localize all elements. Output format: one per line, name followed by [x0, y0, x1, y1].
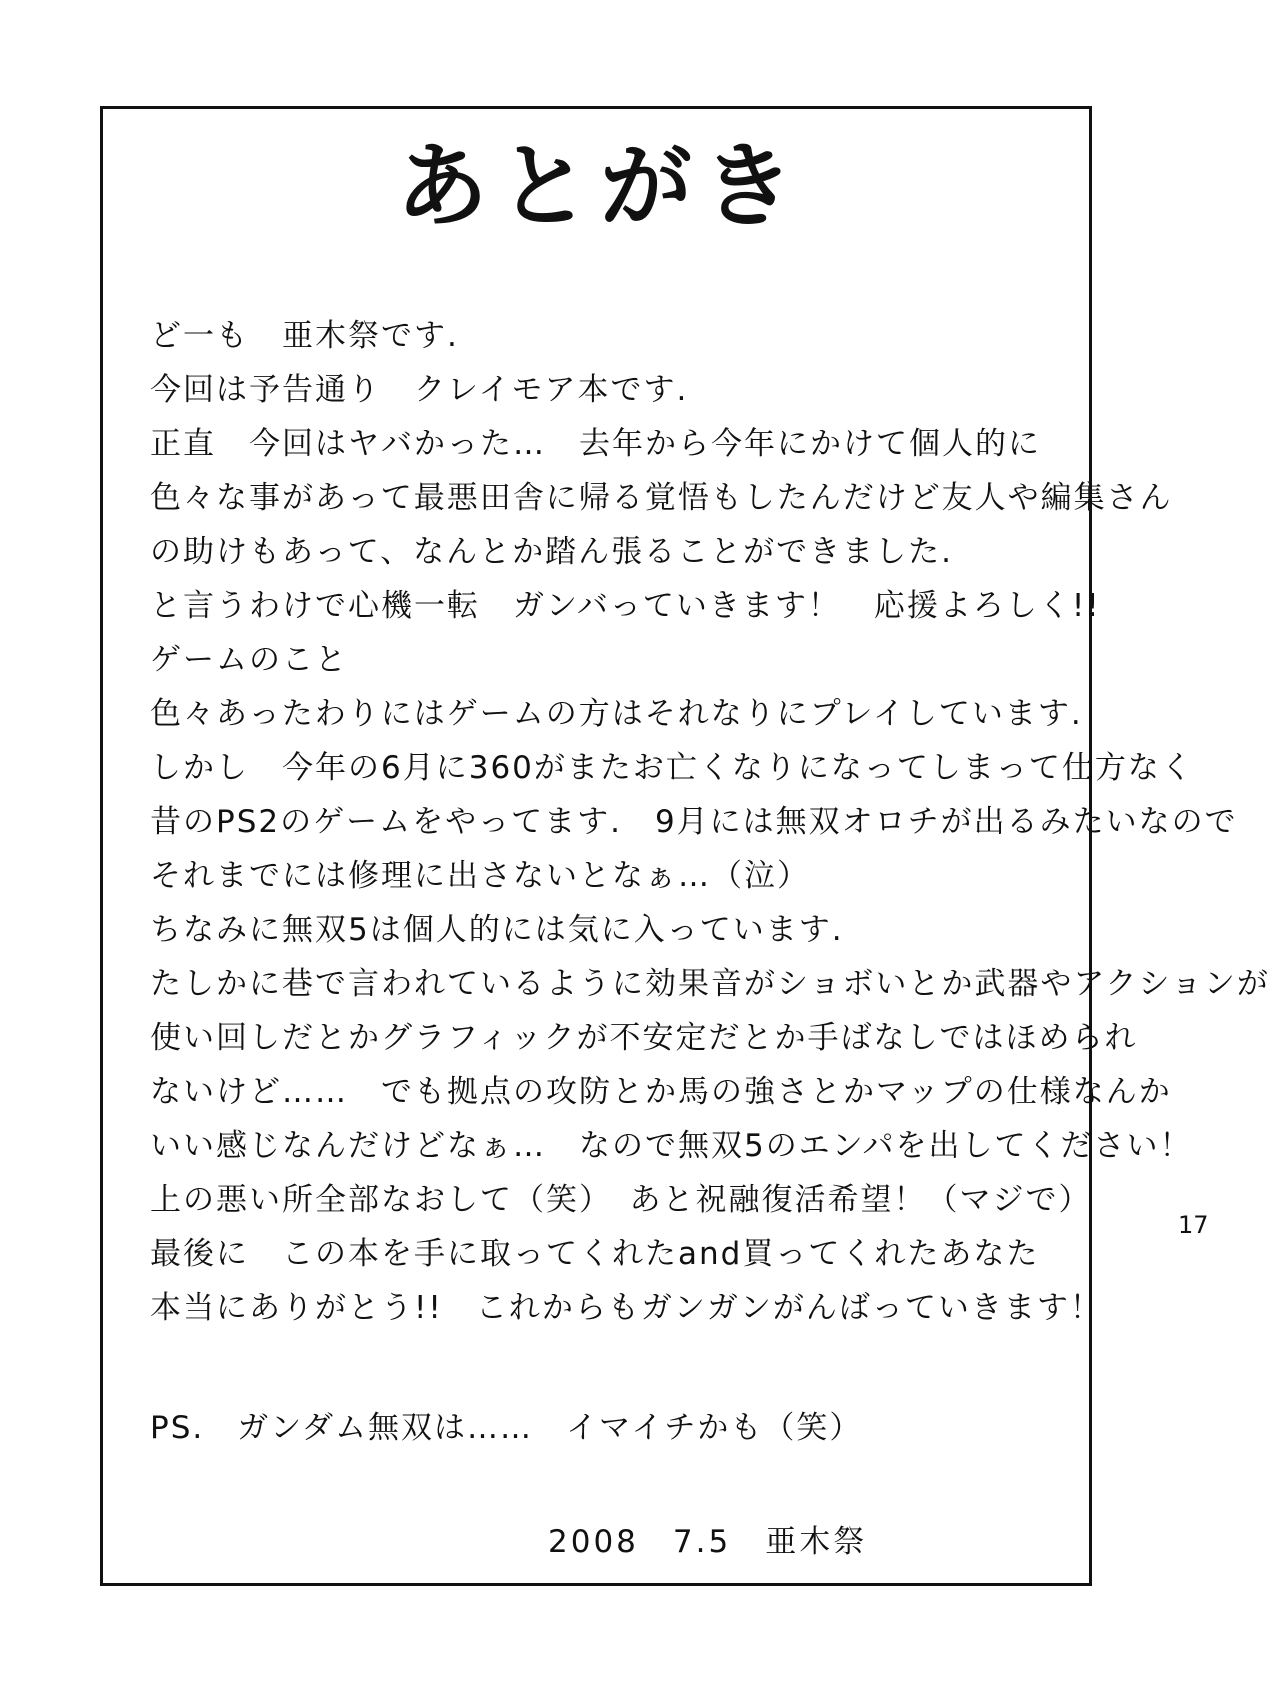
text-line-15: ないけど…… でも拠点の攻防とか馬の強さとかマップの仕様なんか: [150, 1074, 1172, 1110]
text-line-14: 使い回しだとかグラフィックが不安定だとか手ばなしではほめられ: [150, 1020, 1138, 1056]
text-line-12: ちなみに無双5は個人的には気に入っています.: [150, 912, 844, 948]
text-line-6: と言うわけで心機一転 ガンバっていきます！ 応援よろしく!!: [150, 588, 1101, 624]
postscript-line: PS. ガンダム無双は…… イマイチかも（笑）: [150, 1410, 863, 1446]
text-line-19: 本当にありがとう!! これからもガンガンがんばっていきます！: [150, 1290, 1103, 1326]
text-line-2: 今回は予告通り クレイモア本です.: [150, 372, 689, 408]
text-line-18: 最後に この本を手に取ってくれたand買ってくれたあなた: [150, 1236, 1040, 1272]
text-line-9: しかし 今年の6月に360がまたお亡くなりになってしまって仕方なく: [150, 750, 1194, 786]
text-line-16: いい感じなんだけどなぁ… なので無双5のエンパを出してください！: [150, 1128, 1193, 1164]
text-line-11: それまでには修理に出さないとなぁ…（泣）: [150, 858, 810, 894]
text-line-7: ゲームのこと: [150, 642, 348, 678]
text-line-5: の助けもあって、なんとか踏ん張ることができました.: [150, 534, 953, 570]
text-line-3: 正直 今回はヤバかった… 去年から今年にかけて個人的に: [150, 426, 1041, 462]
text-line-10: 昔のPS2のゲームをやってます. 9月には無双オロチが出るみたいなので: [150, 804, 1238, 840]
text-line-13: たしかに巷で言われているように効果音がショボいとか武器やアクションが: [150, 966, 1270, 1002]
text-line-1: ど一も 亜木祭です.: [150, 318, 459, 354]
afterword-title: あとがき: [395, 132, 804, 240]
page-number: 17: [1178, 1211, 1209, 1239]
text-line-8: 色々あったわりにはゲームの方はそれなりにプレイしています.: [150, 696, 1083, 732]
text-line-17: 上の悪い所全部なおして（笑） あと祝融復活希望！（マジで）: [150, 1182, 1092, 1218]
signature-date: 2008 7.5 亜木祭: [548, 1524, 868, 1560]
text-line-4: 色々な事があって最悪田舎に帰る覚悟もしたんだけど友人や編集さん: [150, 480, 1173, 516]
